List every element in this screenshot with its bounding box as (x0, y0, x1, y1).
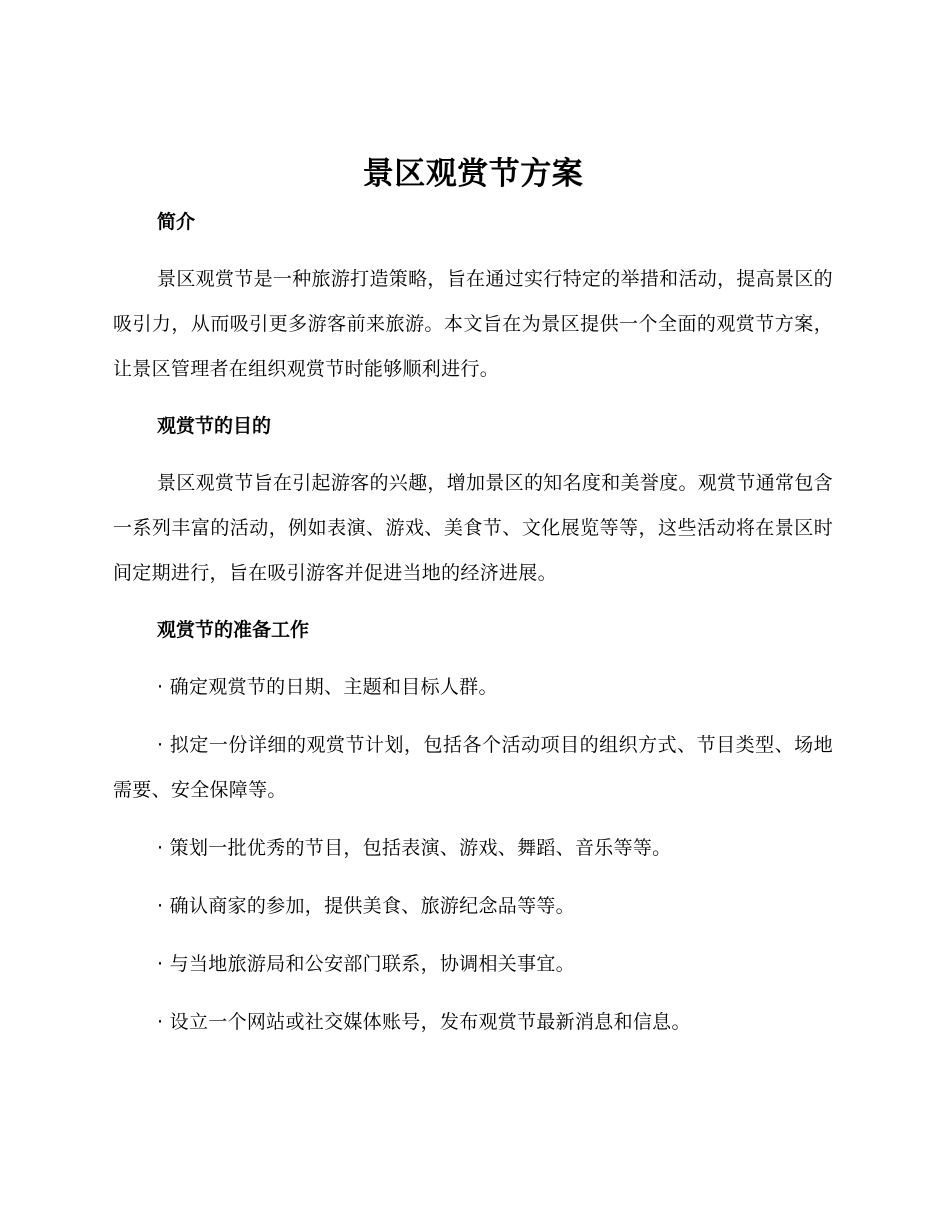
preparation-list-item: · 与当地旅游局和公安部门联系，协调相关事宜。 (157, 953, 575, 975)
preparation-list-item: · 策划一批优秀的节目，包括表演、游戏、舞蹈、音乐等等。 (157, 837, 672, 859)
purpose-paragraph: 景区观赏节旨在引起游客的兴趣，增加景区的知名度和美誉度。观赏节通常包含一系列丰富的活动，例如表演、游戏、美食节、文化展览等等，这些活动将在景区时间定期进行，旨在吸引游客并促进当地的经济进展。 (113, 472, 833, 584)
section-heading-preparation: 观赏节的准备工作 (157, 619, 310, 641)
preparation-list-item: · 确认商家的参加，提供美食、旅游纪念品等等。 (157, 895, 575, 917)
preparation-list-item: · 拟定一份详细的观赏节计划，包括各个活动项目的组织方式、节目类型、场地需要、安全保障等。 (113, 734, 833, 801)
intro-paragraph: 景区观赏节是一种旅游打造策略，旨在通过实行特定的举措和活动，提高景区的吸引力，从而吸引更多游客前来旅游。本文旨在为景区提供一个全面的观赏节方案，让景区管理者在组织观赏节时能够顺利进行。 (113, 268, 833, 380)
section-heading-purpose: 观赏节的目的 (157, 415, 272, 437)
section-heading-intro: 简介 (157, 211, 196, 233)
preparation-list-item: · 确定观赏节的日期、主题和目标人群。 (157, 676, 498, 698)
document-body (113, 148, 833, 1045)
preparation-list-item: · 设立一个网站或社交媒体账号，发布观赏节最新消息和信息。 (157, 1011, 691, 1033)
document-title: 景区观赏节方案 (362, 156, 584, 192)
